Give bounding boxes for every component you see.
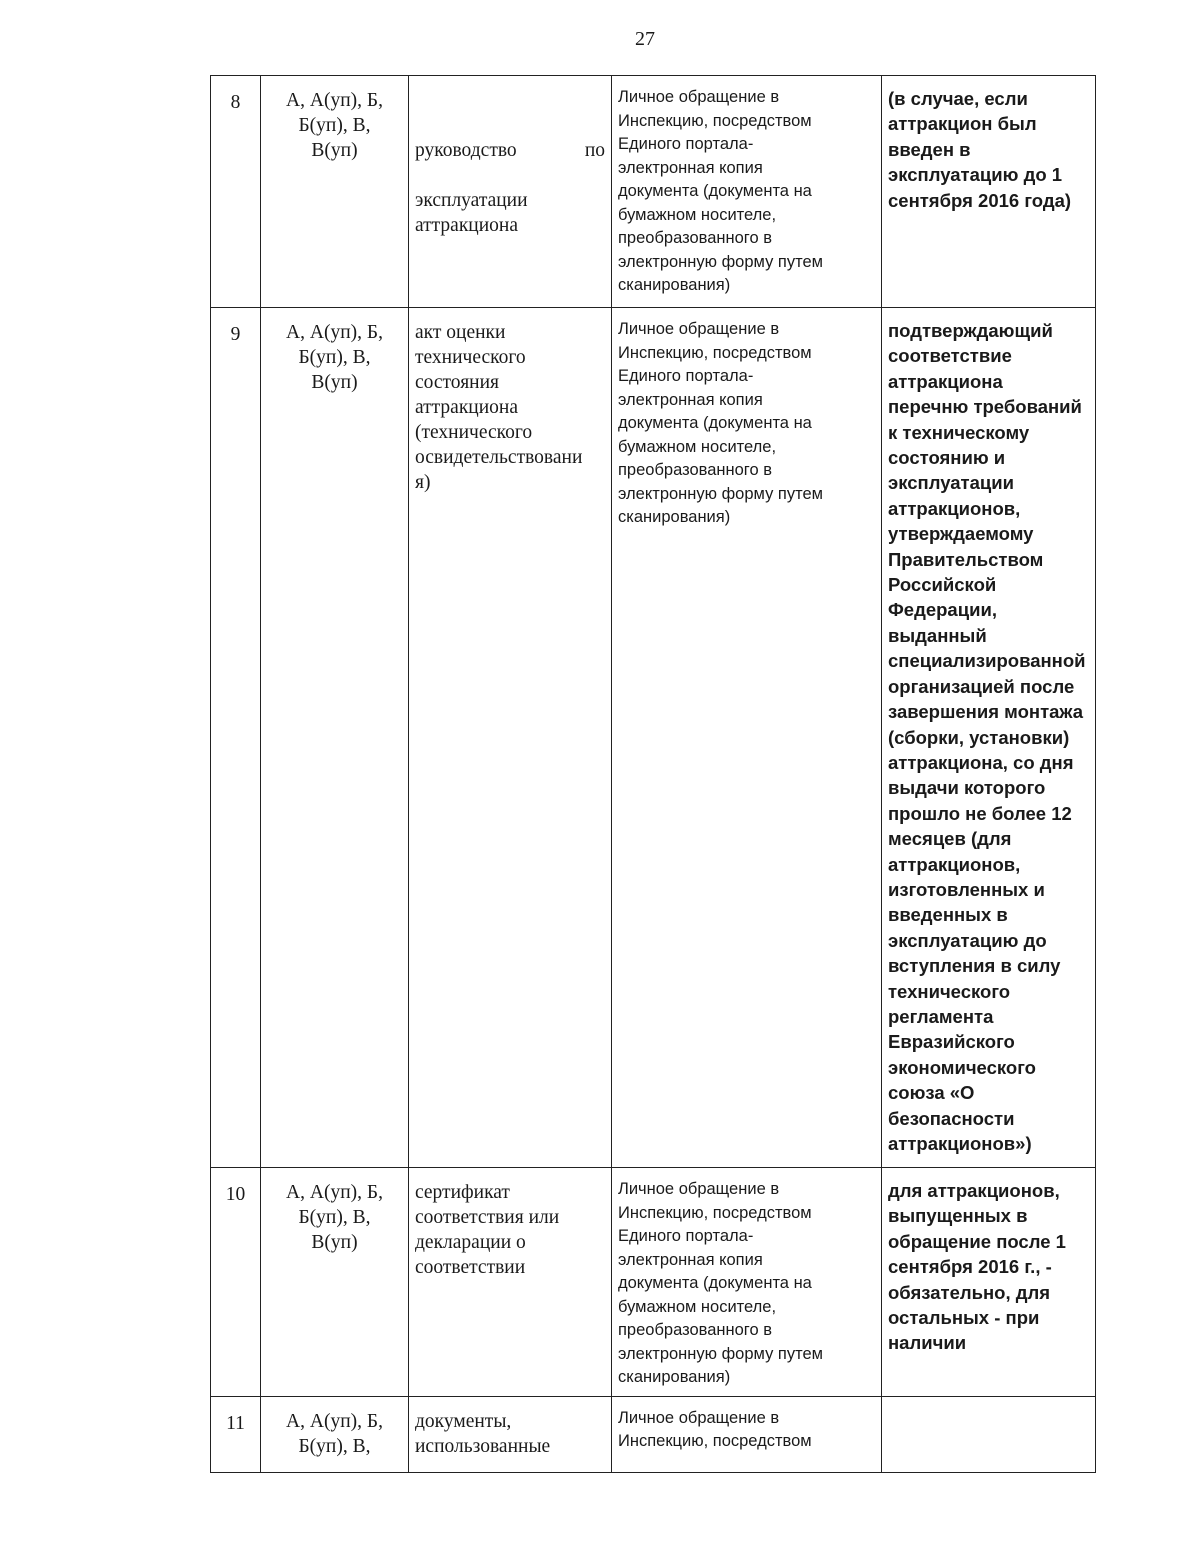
document-cell [409, 1168, 612, 1397]
row-number-cell [211, 76, 261, 308]
page-number: 27 [635, 28, 655, 50]
submission-text: Личное обращение в Инспекцию, посредством Единого портала- электронная копия документа (документа на бумажном носителе, преобразованного в электронную форму путем сканирования) [618, 88, 823, 294]
submission-cell [612, 1396, 882, 1472]
note-cell [882, 308, 1096, 1168]
submission-text: Личное обращение в Инспекцию, посредством Единого портала- электронная копия документа (документа на бумажном носителе, преобразованного в электронную форму путем сканирования) [618, 1180, 823, 1386]
table-row [211, 308, 1096, 1168]
note-text: подтверждающий соответствие аттракциона перечню требований к техническому состоянию и эксплуатации аттракционов, утверждаемому Правительством Российской Федерации, выданный специализированной организацией после завершения монтажа (сборки, установки) аттракциона, со дня выдачи которого прошло не более 12 месяцев (для аттракционов, изготовленных и введенных в эксплуатацию до вступления в силу технического регламента Евразийского экономического союза «О безопасности аттракционов») [888, 320, 1086, 1154]
document-rest: эксплуатации аттракциона [415, 190, 528, 236]
document-first-word: руководство [415, 140, 517, 161]
document-text [409, 76, 611, 269]
row-number: 9 [230, 324, 241, 345]
row-number: 11 [226, 1412, 245, 1434]
document-text: документы, использованные [415, 1410, 551, 1457]
document-first-tail: по [584, 140, 605, 161]
categories-cell [261, 1168, 409, 1397]
table-row [211, 1396, 1096, 1472]
submission-cell [612, 1168, 882, 1397]
categories-text: А, А(уп), Б, Б(уп), В, В(уп) [286, 1182, 383, 1253]
document-cell [409, 76, 612, 308]
categories-text: А, А(уп), Б, Б(уп), В, [286, 1410, 383, 1457]
note-cell [882, 1396, 1096, 1472]
categories-text: А, А(уп), Б, Б(уп), В, В(уп) [286, 90, 383, 161]
submission-cell [612, 76, 882, 308]
table-row [211, 1168, 1096, 1397]
note-text [882, 1397, 1095, 1413]
categories-text: А, А(уп), Б, Б(уп), В, В(уп) [286, 322, 383, 393]
requirements-table [210, 75, 1096, 1473]
categories-cell [261, 308, 409, 1168]
submission-text: Личное обращение в Инспекцию, посредством [618, 1408, 812, 1450]
categories-cell [261, 76, 409, 308]
row-number: 10 [225, 1184, 246, 1205]
document-text: сертификат соответствия или декларации о соответствии [415, 1182, 560, 1278]
row-number-cell [211, 1396, 261, 1472]
document-text: акт оценки технического состояния аттракциона (технического освидетельствовани я) [415, 322, 583, 493]
categories-cell [261, 1396, 409, 1472]
document-cell [409, 308, 612, 1168]
note-cell [882, 76, 1096, 308]
table-row [211, 76, 1096, 308]
note-text: (в случае, если аттракцион был введен в эксплуатацию до 1 сентября 2016 года) [888, 88, 1072, 211]
submission-text: Личное обращение в Инспекцию, посредством Единого портала- электронная копия документа (документа на бумажном носителе, преобразованного в электронную форму путем сканирования) [618, 320, 823, 526]
document-first-line [415, 138, 605, 163]
note-cell [882, 1168, 1096, 1397]
row-number-cell [211, 308, 261, 1168]
submission-cell [612, 308, 882, 1168]
row-number-cell [211, 1168, 261, 1397]
note-text: для аттракционов, выпущенных в обращение после 1 сентября 2016 г., - обязательно, для остальных - при наличии [888, 1180, 1066, 1354]
row-number: 8 [230, 92, 241, 113]
document-cell [409, 1396, 612, 1472]
